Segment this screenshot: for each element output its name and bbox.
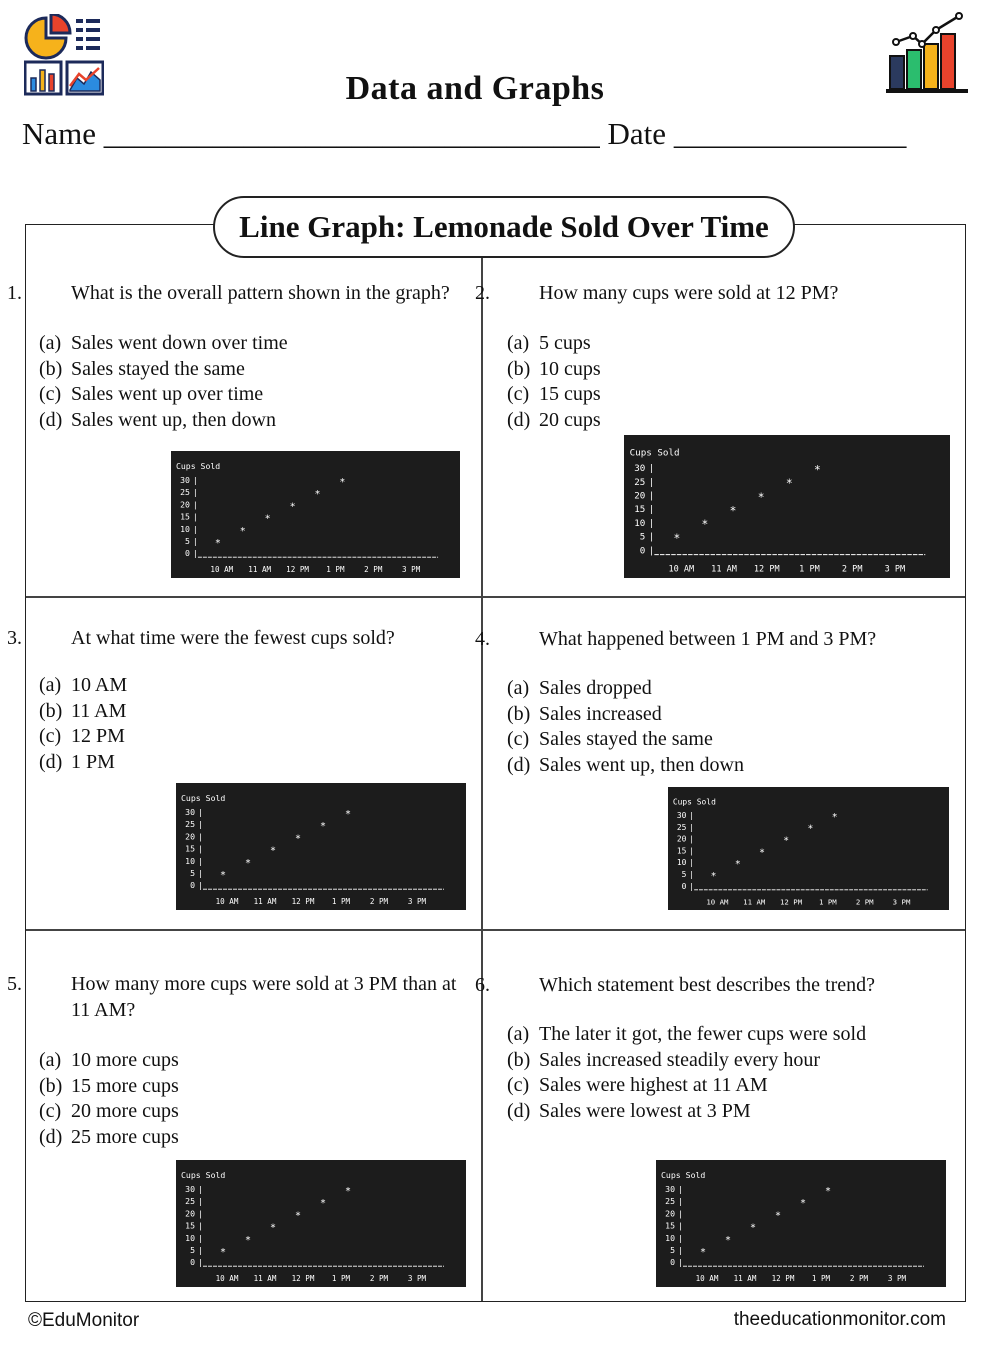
y-axis-segment: | — [198, 868, 203, 878]
data-point: * — [807, 823, 814, 835]
y-tick-label: 30 — [185, 807, 195, 817]
y-axis-segment: | — [678, 1232, 683, 1243]
option-b[interactable]: (b) 10 cups — [507, 357, 601, 380]
question-number: 2. — [475, 282, 490, 304]
y-axis-label: Cups Sold — [629, 447, 680, 459]
y-tick-label: 15 — [185, 1220, 195, 1231]
x-tick-label: 2 PM — [364, 565, 383, 575]
y-axis-label: Cups Sold — [661, 1170, 706, 1180]
question-text: How many cups were sold at 12 PM? — [539, 282, 839, 304]
y-tick-label: 5 — [639, 531, 646, 543]
y-axis-segment: | — [648, 463, 655, 475]
y-tick-label: 15 — [634, 504, 646, 516]
question-5 — [7, 971, 469, 1023]
x-tick-label: 12 PM — [753, 564, 780, 575]
data-point: * — [294, 1210, 302, 1222]
option-b[interactable]: (b) Sales increased — [507, 702, 662, 725]
x-tick-label: 2 PM — [369, 1274, 389, 1284]
options-q6 — [507, 1022, 866, 1124]
x-tick-label: 1 PM — [819, 897, 837, 907]
y-tick-label: 25 — [185, 819, 195, 830]
data-point: * — [269, 1222, 277, 1234]
line-graph-svg — [176, 1160, 466, 1287]
y-axis-segment: | — [192, 499, 198, 510]
option-d[interactable]: (d) Sales went up, then down — [39, 408, 276, 431]
y-tick-label: 25 — [634, 476, 646, 488]
option-a[interactable]: (a) 10 more cups — [39, 1049, 179, 1071]
option-c[interactable]: (c) Sales went up over time — [39, 383, 264, 405]
y-tick-label: 0 — [681, 881, 687, 891]
x-tick-label: 11 AM — [248, 565, 272, 575]
data-point: * — [673, 531, 681, 545]
x-tick-label: 3 PM — [892, 897, 911, 907]
x-tick-label: 12 PM — [291, 897, 315, 907]
option-d[interactable]: (d) Sales were lowest at 3 PM — [507, 1099, 751, 1122]
y-axis-label: Cups Sold — [672, 797, 716, 807]
x-tick-label: 1 PM — [331, 897, 351, 907]
y-axis-segment: | — [678, 1220, 683, 1231]
option-a[interactable]: (a) The later it got, the fewer cups were sold — [507, 1023, 867, 1045]
y-axis-segment: | — [198, 807, 203, 817]
data-point: * — [699, 1247, 707, 1258]
data-point: * — [219, 1247, 227, 1258]
y-tick-label: 20 — [665, 1208, 675, 1219]
data-point: * — [813, 463, 821, 477]
option-a[interactable]: (a) Sales dropped — [507, 677, 652, 699]
row-divider — [26, 596, 965, 598]
data-point: * — [759, 847, 765, 859]
y-axis-segment: | — [192, 548, 198, 559]
data-point: * — [749, 1222, 757, 1234]
line-graph-svg — [656, 1160, 946, 1287]
x-tick-label: 3 PM — [887, 1274, 907, 1284]
date-blank: _______________ — [673, 116, 907, 151]
y-tick-label: 20 — [676, 834, 687, 844]
question-number: 3. — [7, 627, 22, 649]
options-q4 — [507, 676, 744, 778]
data-point: * — [214, 537, 221, 550]
y-tick-label: 20 — [185, 1208, 195, 1219]
footer-copyright: ©EduMonitor — [28, 1310, 140, 1331]
data-point: * — [783, 835, 790, 847]
y-axis-segment: | — [648, 531, 655, 543]
y-tick-label: 10 — [665, 1232, 675, 1243]
y-tick-label: 5 — [190, 868, 195, 878]
line-graph-q3 — [176, 783, 466, 910]
y-tick-label: 20 — [185, 831, 195, 842]
y-tick-label: 25 — [665, 1196, 675, 1207]
data-point: * — [734, 859, 741, 871]
y-axis-segment: | — [678, 1196, 683, 1207]
question-number: 6. — [475, 974, 490, 996]
y-axis-segment: | — [198, 831, 203, 842]
question-3 — [7, 625, 479, 651]
y-tick-label: 15 — [180, 511, 190, 522]
y-tick-label: 25 — [676, 822, 687, 832]
y-tick-label: 10 — [185, 855, 195, 866]
y-axis-segment: | — [689, 846, 695, 856]
y-tick-label: 5 — [185, 535, 190, 547]
y-axis-segment: | — [689, 881, 695, 891]
data-point: * — [729, 504, 737, 518]
y-tick-label: 20 — [180, 499, 190, 510]
x-tick-label: 10 AM — [210, 565, 234, 575]
x-tick-label: 10 AM — [706, 897, 729, 907]
y-axis-segment: | — [689, 822, 695, 832]
y-axis-segment: | — [198, 1208, 203, 1219]
y-axis-segment: | — [198, 1184, 203, 1194]
y-axis-segment: | — [192, 487, 198, 498]
question-2 — [475, 280, 947, 306]
y-tick-label: 0 — [185, 548, 190, 559]
y-axis-segment: | — [192, 535, 198, 547]
options-q1 — [39, 331, 288, 433]
line-graph-q1 — [171, 451, 460, 578]
x-tick-label: 12 PM — [779, 897, 803, 907]
name-blank: ________________________________ — [103, 116, 600, 151]
y-axis-label: Cups Sold — [181, 1170, 226, 1180]
x-tick-label: 3 PM — [407, 897, 427, 907]
data-point: * — [701, 518, 709, 532]
y-axis-segment: | — [648, 476, 655, 488]
y-axis-segment: | — [198, 880, 203, 891]
y-axis-label: Cups Sold — [175, 460, 221, 472]
data-point: * — [244, 1234, 252, 1246]
x-tick-label: 1 PM — [799, 564, 820, 575]
y-tick-label: 30 — [665, 1184, 675, 1194]
y-axis-segment: | — [689, 810, 695, 820]
y-axis-segment: | — [648, 517, 655, 529]
data-point: * — [314, 489, 321, 501]
data-point: * — [757, 490, 765, 504]
y-axis-segment: | — [678, 1184, 683, 1194]
question-text: How many more cups were sold at 3 PM than at 11 AM? — [71, 973, 457, 1021]
line-graph-q2 — [624, 435, 950, 578]
question-number: 5. — [7, 973, 22, 995]
x-tick-label: 11 AM — [733, 1274, 757, 1284]
data-point: * — [831, 811, 838, 823]
line-graph-q5 — [176, 1160, 466, 1287]
y-tick-label: 10 — [180, 523, 190, 534]
x-tick-label: 1 PM — [326, 565, 345, 575]
y-tick-label: 30 — [185, 1184, 195, 1194]
data-point: * — [344, 809, 352, 820]
x-tick-label: 10 AM — [668, 564, 695, 575]
option-a[interactable]: (a) Sales went down over time — [39, 332, 288, 354]
y-tick-label: 30 — [634, 463, 646, 475]
line-graph-q4 — [668, 787, 949, 910]
options-q2 — [507, 331, 601, 433]
y-tick-label: 30 — [676, 810, 687, 820]
x-tick-label: 10 AM — [215, 1274, 239, 1284]
y-axis-segment: | — [198, 1196, 203, 1207]
data-point: * — [339, 476, 346, 489]
data-point: * — [724, 1234, 732, 1246]
x-tick-label: 11 AM — [711, 564, 737, 575]
footer-website: theeducationmonitor.com — [733, 1309, 946, 1330]
name-label: Name — [22, 116, 97, 151]
options-q3 — [39, 673, 127, 775]
y-tick-label: 5 — [681, 870, 687, 880]
data-point: * — [774, 1210, 782, 1222]
y-axis-segment: | — [648, 545, 655, 557]
data-point: * — [264, 513, 271, 525]
y-tick-label: 15 — [665, 1220, 675, 1231]
y-axis-segment: | — [192, 511, 198, 522]
question-number: 1. — [7, 282, 22, 304]
options-q5 — [39, 1048, 179, 1150]
y-tick-label: 5 — [190, 1245, 195, 1255]
option-b[interactable]: (b) 15 more cups — [39, 1074, 179, 1097]
y-tick-label: 10 — [676, 858, 687, 868]
data-point: * — [319, 821, 327, 833]
page-title: Data and Graphs — [345, 70, 605, 107]
question-text: Which statement best describes the trend? — [539, 974, 875, 996]
question-1 — [7, 280, 479, 306]
option-d[interactable]: (d) 20 cups — [507, 408, 601, 431]
y-tick-label: 10 — [634, 517, 646, 529]
data-point: * — [244, 857, 252, 869]
x-tick-label: 12 PM — [291, 1274, 315, 1284]
y-tick-label: 25 — [180, 487, 190, 498]
question-text: At what time were the fewest cups sold? — [71, 627, 395, 649]
data-point: * — [294, 833, 302, 845]
line-graph-q6 — [656, 1160, 946, 1287]
x-tick-label: 3 PM — [402, 565, 421, 575]
y-axis-segment: | — [689, 858, 695, 868]
y-tick-label: 0 — [670, 1257, 675, 1268]
y-axis-segment: | — [678, 1257, 683, 1268]
option-b[interactable]: (b) Sales increased steadily every hour — [507, 1048, 821, 1071]
line-graph-svg — [176, 783, 466, 910]
data-point: * — [710, 871, 717, 883]
data-point: * — [289, 501, 296, 513]
option-d[interactable]: (d) 25 more cups — [39, 1125, 179, 1148]
y-axis-segment: | — [192, 523, 198, 534]
x-tick-label: 11 AM — [253, 897, 277, 907]
y-axis-segment: | — [198, 843, 203, 854]
data-point: * — [344, 1186, 352, 1197]
option-b[interactable]: (b) Sales stayed the same — [39, 357, 245, 380]
y-axis-segment: | — [198, 1257, 203, 1268]
option-c[interactable]: (c) 20 more cups — [39, 1100, 179, 1122]
column-divider — [481, 255, 483, 1301]
x-tick-label: 2 PM — [855, 897, 874, 907]
line-graph-svg — [668, 787, 949, 910]
x-tick-label: 10 AM — [215, 897, 239, 907]
data-point: * — [239, 525, 246, 537]
y-axis-segment: | — [198, 1245, 203, 1255]
option-c[interactable]: (c) Sales were highest at 11 AM — [507, 1074, 768, 1096]
y-tick-label: 20 — [634, 490, 646, 502]
y-axis-label: Cups Sold — [181, 793, 226, 803]
x-tick-label: 11 AM — [743, 897, 766, 907]
y-tick-label: 10 — [185, 1232, 195, 1243]
y-axis-segment: | — [678, 1245, 683, 1255]
name-date-line — [22, 116, 962, 152]
data-point: * — [824, 1186, 832, 1197]
y-tick-label: 15 — [676, 846, 687, 856]
x-tick-label: 2 PM — [841, 564, 863, 575]
question-text: What happened between 1 PM and 3 PM? — [539, 628, 877, 650]
y-axis-segment: | — [198, 819, 203, 830]
y-axis-segment: | — [198, 1232, 203, 1243]
date-label: Date — [607, 116, 667, 151]
x-tick-label: 1 PM — [331, 1274, 351, 1284]
x-tick-label: 2 PM — [369, 897, 389, 907]
data-point: * — [799, 1198, 807, 1210]
line-graph-svg — [624, 435, 950, 578]
x-tick-label: 11 AM — [253, 1274, 277, 1284]
y-axis-segment: | — [648, 504, 655, 516]
x-tick-label: 3 PM — [407, 1274, 427, 1284]
y-tick-label: 5 — [670, 1245, 675, 1255]
line-graph-svg — [171, 451, 460, 578]
y-tick-label: 15 — [185, 843, 195, 854]
x-tick-label: 1 PM — [811, 1274, 831, 1284]
x-tick-label: 12 PM — [286, 565, 309, 575]
question-6 — [475, 972, 947, 998]
y-tick-label: 30 — [180, 474, 190, 486]
y-axis-segment: | — [678, 1208, 683, 1219]
row-divider — [26, 929, 965, 931]
y-tick-label: 25 — [185, 1196, 195, 1207]
option-d[interactable]: (d) Sales went up, then down — [507, 753, 744, 776]
y-axis-segment: | — [198, 855, 203, 866]
x-tick-label: 3 PM — [884, 564, 906, 575]
y-axis-segment: | — [192, 474, 198, 486]
y-axis-segment: | — [198, 1220, 203, 1231]
option-d[interactable]: (d) 1 PM — [39, 750, 115, 773]
data-point: * — [219, 870, 227, 881]
x-tick-label: 12 PM — [771, 1274, 795, 1284]
option-c[interactable]: (c) Sales stayed the same — [507, 728, 713, 750]
option-c[interactable]: (c) 15 cups — [507, 383, 601, 405]
option-c[interactable]: (c) 12 PM — [39, 725, 125, 747]
question-number: 4. — [475, 628, 490, 650]
data-point: * — [269, 845, 277, 857]
section-title: Line Graph: Lemonade Sold Over Time — [213, 196, 795, 258]
data-point: * — [785, 477, 793, 491]
option-a[interactable]: (a) 5 cups — [507, 332, 591, 354]
y-tick-label: 0 — [639, 545, 646, 557]
question-text: What is the overall pattern shown in the graph? — [71, 282, 450, 304]
x-tick-label: 2 PM — [849, 1274, 869, 1284]
option-b[interactable]: (b) 11 AM — [39, 699, 127, 722]
question-4 — [475, 626, 947, 652]
y-tick-label: 0 — [190, 880, 195, 891]
y-axis-segment: | — [648, 490, 655, 502]
y-axis-segment: | — [689, 870, 695, 880]
x-tick-label: 10 AM — [695, 1274, 719, 1284]
data-point: * — [319, 1198, 327, 1210]
y-axis-segment: | — [689, 834, 695, 844]
y-tick-label: 0 — [190, 1257, 195, 1268]
option-a[interactable]: (a) 10 AM — [39, 674, 128, 696]
